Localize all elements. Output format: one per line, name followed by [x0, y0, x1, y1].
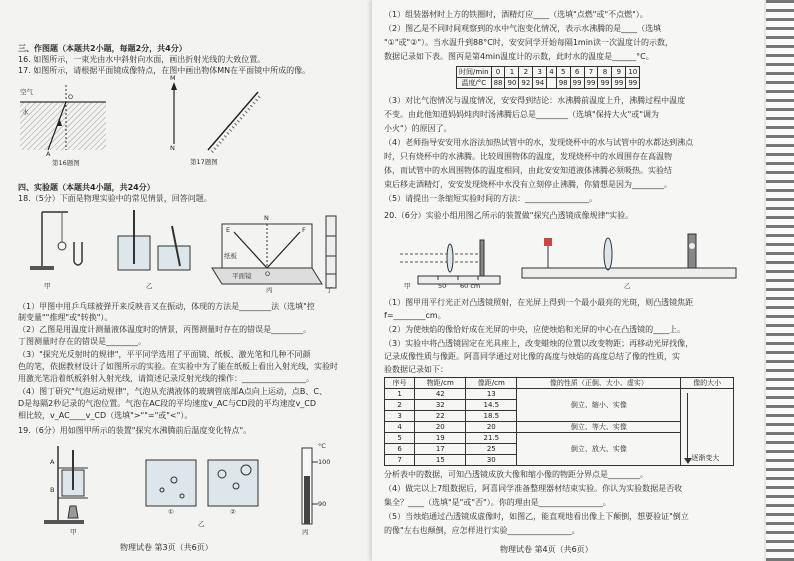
table-header: 像的大小: [681, 378, 734, 389]
q20-line-5: 记录成像性质与像距。阿喜同学通过对比像的高度与烛焰的高度总结了像的性质，实: [384, 352, 680, 361]
table-row: [457, 78, 640, 89]
fig16-point-a: A: [46, 150, 51, 158]
table-cell: 4: [547, 67, 556, 78]
fig18-point-n: N: [264, 214, 269, 222]
table-cell: 9: [612, 67, 626, 78]
q18-line-8: （4）图丁研究"气泡运动规律"，气泡从充满液体的玻璃管底部A点向上运动，点B、C、: [18, 387, 327, 396]
q19-more-1: （3）对比气泡情况与温度情况，安安得到结论：水沸腾前温度上升，沸腾过程中温度: [384, 96, 686, 105]
fig16-air-label: 空气: [20, 88, 33, 96]
q18-line-5: （3）"探究光反射时的规律"，平平同学选用了平面镜、纸板、激光笔和几种不同颜: [18, 350, 311, 359]
table-cell: 2: [385, 400, 415, 411]
table-cell: [547, 78, 556, 89]
table-cell: 90: [505, 78, 519, 89]
table-cell: 20: [415, 422, 466, 433]
trend-cell: [681, 389, 734, 466]
table-cell: 88: [491, 78, 505, 89]
fig19-label-jia: 甲: [70, 528, 77, 536]
fig19-label-yi: 乙: [198, 520, 205, 528]
table-header: 温度/°C: [457, 78, 492, 89]
table-cell: 6: [570, 67, 584, 78]
table-cell: 99: [612, 78, 626, 89]
table-cell: 30: [466, 455, 517, 466]
fig20-tick-60: 60 cm: [460, 282, 481, 290]
trend-arrow-line: [687, 393, 688, 461]
table-header: 像距/cm: [466, 378, 517, 389]
figure-19-drawing: [22, 440, 342, 540]
fig16-water-label: 水: [22, 108, 29, 116]
figure-17-drawing: [160, 78, 270, 168]
table-cell: 22: [415, 411, 466, 422]
q19-line-1: （1）组装器材时上方的铁圈时，酒精灯应____（选填"点燃"或"不点燃"）。: [384, 10, 648, 19]
table-cell: 3: [533, 67, 547, 78]
table-cell: 19: [415, 433, 466, 444]
table-cell: 99: [598, 78, 612, 89]
fig19-tick-90: 90: [318, 500, 327, 508]
table-cell: 2: [519, 67, 533, 78]
trend-label: 逐渐变大: [691, 454, 720, 462]
fig18-paper-label: 纸板: [224, 252, 237, 260]
question-19-intro: 19.（6分）用如图甲所示的装置"探究水沸腾前后温度变化特点"。: [18, 426, 252, 435]
table-row: [385, 378, 734, 389]
q19-more-2: 不变。由此他知道妈妈炖肉时汤沸腾后总是________（选填"保持大火"或"调为: [384, 110, 660, 119]
q19-data-table: [456, 66, 640, 89]
fig18-point-o: O: [265, 270, 271, 278]
question-16: 16. 如图所示，一束光由水中斜射向水面，画出折射光线的大致位置。: [18, 55, 266, 64]
q19-more-6: 体，而试管中的水周围物体的温度相同，由此安安知道液体沸腾必须吸热。实验结: [384, 166, 672, 175]
fig18-label-yi: 乙: [146, 282, 153, 290]
q18-line-4: 丁图测量时存在的错误是________。: [18, 337, 146, 346]
table-header: 时间/min: [457, 67, 492, 78]
q18-line-6: 色的笔，依据教材设计了如图所示的实验。在实验中为了能在纸板上看出入射光线，实验时: [18, 362, 338, 371]
fig16-point-o: O: [68, 93, 74, 101]
table-cell: 倒立、等大、实像: [517, 422, 681, 433]
table-row: [457, 67, 640, 78]
table-cell: 99: [584, 78, 598, 89]
fig17-point-n: N: [170, 144, 175, 152]
question-20-intro: 20.（6分）实验小组用图乙所示的装置做"探究凸透镜成像规律"实验。: [384, 211, 634, 220]
q19-more-8: （5）请提出一条缩短实验时间的方法：________________。: [384, 194, 598, 203]
table-header: 物距/cm: [415, 378, 466, 389]
q20-line-3: （2）为使烛焰的像恰好成在光屏的中央，应使烛焰和光屏的中心在凸透镜的____上。: [384, 325, 686, 334]
q18-line-2: 制变量""推理"或"转换"）。: [18, 313, 113, 322]
table-cell: 10: [626, 67, 640, 78]
figure-17: [160, 74, 270, 168]
table-cell: 15: [415, 455, 466, 466]
q18-line-10: 相比较，v_AC____v_CD（选填">""="或"<"）。: [18, 411, 193, 420]
fig17-point-m: M: [170, 74, 176, 82]
table-cell: 92: [519, 78, 533, 89]
fig16-caption: 第16题图: [52, 159, 80, 167]
q20-more-2: （4）做完以上7组数据后，阿喜同学准备整理器材结束实验。你认为实验数据是否收: [384, 484, 683, 493]
q19-line-2: （2）图乙是不同时间观察到的水中气泡变化情况，表示水沸腾的是____（选填: [384, 24, 662, 33]
fig20-label-yi: 乙: [624, 282, 631, 290]
q18-line-7: 用激光笔沿着纸板斜射入射光线，请简述记录反射光线的操作：________________。: [18, 374, 314, 383]
q20-more-3: 集全？____（选填"是"或"否"）。你的理由是________________。: [384, 498, 611, 507]
q20-data-table: [384, 377, 734, 466]
table-cell: 3: [385, 411, 415, 422]
table-row: [385, 389, 734, 400]
fig19-point-a: A: [50, 458, 55, 466]
table-cell: 21.5: [466, 433, 517, 444]
q20-more-1: 分析表中的数据，可知凸透镜成放大像和缩小像的物距分界点是________。: [384, 470, 648, 479]
fig19-beaker-2: ②: [230, 508, 236, 516]
question-17: 17. 如图所示，请根据平面镜成像特点，在图中画出物体MN在平面镜中所成的像。: [18, 66, 311, 75]
q19-more-5: 时，只有烧杯中的水沸腾。比较周围物体的温度，发现烧杯中的水周围存在高温物: [384, 152, 672, 161]
table-cell: 17: [415, 444, 466, 455]
table-cell: 4: [385, 422, 415, 433]
table-cell: 94: [533, 78, 547, 89]
table-cell: 18.5: [466, 411, 517, 422]
q19-line-3: "①"或"②"）。当水温升到88°C时，安安同学开始每隔1min读一次温度计的示数，: [384, 38, 674, 47]
table-cell: 14.5: [466, 400, 517, 411]
table-cell: 5: [556, 67, 570, 78]
q20-more-4: （5）当烛焰通过凸透镜成虚像时，如图乙，能直观地看出像上下颠倒，想要验证"倒立: [384, 512, 689, 521]
q20-line-1: （1）图甲用平行光正对凸透镜照射，在光屏上得到一个最小最亮的光斑，则凸透镜焦距: [384, 298, 694, 307]
figure-20-drawing: [398, 224, 748, 292]
table-cell: 0: [491, 67, 505, 78]
figure-20: [398, 224, 748, 292]
q19-more-7: 束后移走酒精灯，安安发现烧杯中水没有立刻停止沸腾，你猜想是因为________。: [384, 180, 672, 189]
table-cell: 7: [584, 67, 598, 78]
fig19-beaker-1: ①: [168, 508, 174, 516]
q19-more-4: （4）老师指导安安用水浴法加热试管中的水，发现烧杯中的水与试管中的水都达到沸点: [384, 138, 694, 147]
table-cell: 42: [415, 389, 466, 400]
table-cell: 1: [385, 389, 415, 400]
table-cell: 32: [415, 400, 466, 411]
q18-line-1: （1）甲图中用乒乓球被弹开来反映音叉在振动，体现的方法是________法（选填"控: [18, 302, 315, 311]
left-footer: 物理试卷 第3页（共6页）: [120, 543, 213, 552]
right-footer: 物理试卷 第4页（共6页）: [500, 545, 593, 554]
right-page: [372, 0, 764, 561]
fig18-label-ding: 丁: [326, 286, 333, 294]
table-header: 序号: [385, 378, 415, 389]
question-18-intro: 18.（5分）下面是物理实验中的常见情景，回答问题。: [18, 194, 212, 203]
table-cell: 8: [598, 67, 612, 78]
section3-title: 三、作图题（本题共2小题，每题2分，共4分）: [18, 44, 187, 53]
table-cell: 99: [626, 78, 640, 89]
table-cell: 倒立、放大、实像: [517, 433, 681, 466]
figure-16: [18, 80, 108, 168]
q18-line-9: D是每隔2秒记录的气泡位置。气泡在AC段的平均速度v_AC与CD段的平均速度v_CD: [18, 399, 317, 408]
table-cell: 1: [505, 67, 519, 78]
table-header: 像的性质（正倒、大小、虚实）: [517, 378, 681, 389]
fig19-point-b: B: [50, 486, 55, 494]
q20-line-6: 验数据记录如下：: [384, 365, 448, 374]
figure-18: [22, 206, 342, 294]
table-cell: 6: [385, 444, 415, 455]
fig18-point-e: E: [226, 226, 231, 234]
table-cell: 倒立、缩小、实像: [517, 389, 681, 422]
fig19-label-bing: 丙: [302, 528, 309, 536]
q19-line-4: 数据记录如下表。图丙是第4min温度计的示数，此时水的温度是______°C。: [384, 52, 654, 61]
table-cell: 5: [385, 433, 415, 444]
table-cell: 99: [570, 78, 584, 89]
fig19-tick-100: 100: [318, 458, 331, 466]
q20-line-2: f=________cm。: [384, 311, 446, 320]
q20-more-5: 的像"左右也颠倒，应怎样进行实验________________。: [384, 526, 580, 535]
fig18-point-f: F: [302, 226, 306, 234]
table-cell: 13: [466, 389, 517, 400]
figure-18-drawing: [22, 206, 342, 294]
fig20-label-jia: 甲: [404, 282, 411, 290]
fig18-mirror-label: 平面镜: [232, 272, 252, 280]
table-cell: 7: [385, 455, 415, 466]
table-cell: 20: [466, 422, 517, 433]
figure-19: [22, 440, 342, 540]
section4-title: 四、实验题（本题共4小题，共24分）: [18, 183, 155, 192]
fig17-caption: 第17题图: [190, 158, 218, 166]
fig18-label-jia: 甲: [44, 282, 51, 290]
side-binding-strip: [766, 0, 794, 561]
q20-line-4: （3）实验中将凸透镜固定在光具座上，改变蜡烛的位置以改变物距；再移动光屏找像，: [384, 339, 694, 348]
q19-more-3: 小火"）的原因了。: [384, 124, 452, 133]
fig19-unit: °C: [318, 442, 326, 450]
fig20-tick-50: 50: [438, 282, 447, 290]
table-cell: 98: [556, 78, 570, 89]
q18-line-3: （2）乙图是用温度计测量液体温度时的情景，丙图测量时存在的错误是________。: [18, 325, 312, 334]
table-cell: 25: [466, 444, 517, 455]
fig18-label-bing: 丙: [266, 286, 273, 294]
